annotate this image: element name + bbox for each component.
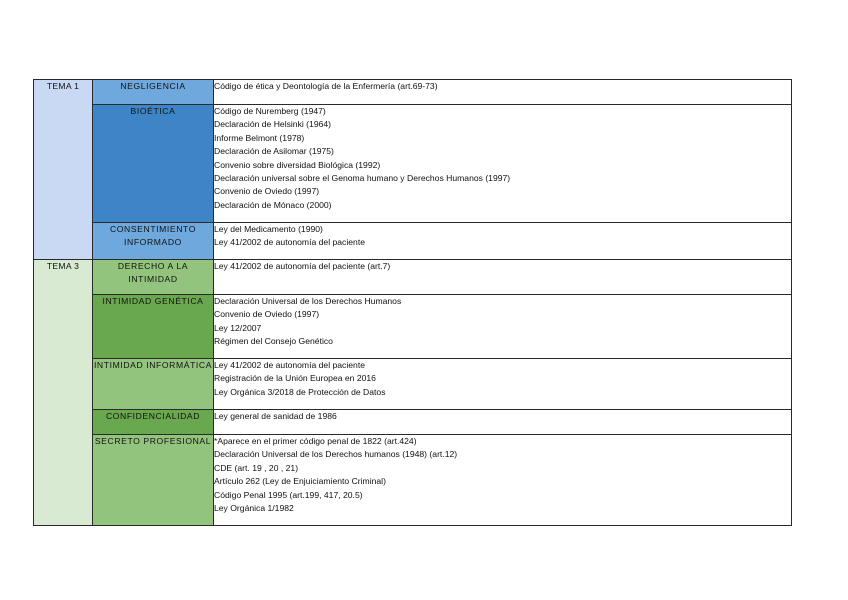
topic-secreto-profesional: SECRETO PROFESIONAL	[93, 435, 214, 526]
content-bioetica	[214, 105, 792, 223]
content-line: Informe Belmont (1978)	[214, 132, 305, 143]
content-line: Artículo 262 (Ley de Enjuiciamiento Criminal)	[214, 476, 386, 487]
content-line: Registración de la Unión Europea en 2016	[214, 373, 376, 384]
content-line: *Aparece en el primer código penal de 1822 (art.424)	[214, 436, 417, 446]
table-row	[34, 359, 792, 410]
content-line: Ley 41/2002 de autonomía del paciente (art.7)	[214, 261, 391, 271]
content-line: Ley general de sanidad de 1986	[214, 411, 337, 421]
table-row	[34, 435, 792, 526]
topic-negligencia: NEGLIGENCIA	[93, 80, 214, 105]
content-consentimiento-informado	[214, 223, 792, 260]
topic-bioetica: BIOÉTICA	[93, 105, 214, 223]
content-line: Código de Nuremberg (1947)	[214, 106, 326, 116]
content-line: Convenio de Oviedo (1997)	[214, 309, 320, 320]
content-line: Código Penal 1995 (art.199, 417, 20.5)	[214, 489, 363, 500]
table-row	[34, 410, 792, 435]
content-line: Declaración universal sobre el Genoma humano y Derechos Humanos (1997)	[214, 173, 511, 184]
topic-derecho-a-la-intimidad: DERECHO A LA INTIMIDAD	[93, 260, 214, 295]
summary-table	[33, 79, 792, 526]
table-row	[34, 80, 792, 105]
content-line: CDE (art. 19 , 20 , 21)	[214, 462, 299, 473]
topic-confidencialidad: CONFIDENCIALIDAD	[93, 410, 214, 435]
topic-consentimiento-informado: CONSENTIMIENTO INFORMADO	[93, 223, 214, 260]
content-line: Convenio sobre diversidad Biológica (1992)	[214, 159, 381, 170]
content-line: Ley del Medicamento (1990)	[214, 224, 323, 234]
tema-3-cell: TEMA 3	[34, 260, 93, 526]
content-line: Declaración Universal de los Derechos Humanos	[214, 296, 402, 306]
content-line: Ley 41/2002 de autonomía del paciente	[214, 237, 365, 248]
content-line: Declaración de Asilomar (1975)	[214, 146, 334, 157]
content-line: Ley Orgánica 3/2018 de Protección de Datos	[214, 386, 386, 397]
content-line: Ley 12/2007	[214, 322, 262, 333]
content-line: Ley Orgánica 1/1982	[214, 503, 294, 514]
content-line: Declaración de Mónaco (2000)	[214, 199, 332, 210]
table-row	[34, 260, 792, 295]
content-line: Convenio de Oviedo (1997)	[214, 186, 320, 197]
content-intimidad-informatica	[214, 359, 792, 410]
topic-intimidad-informatica: INTIMIDAD INFORMÁTICA	[93, 359, 214, 410]
content-line: Declaración de Helsinki (1964)	[214, 119, 332, 130]
table-row	[34, 295, 792, 359]
content-intimidad-genetica	[214, 295, 792, 359]
topic-intimidad-genetica: INTIMIDAD GENÉTICA	[93, 295, 214, 359]
tema-1-cell: TEMA 1	[34, 80, 93, 260]
content-line: Código de ética y Deontología de la Enfermería (art.69-73)	[214, 81, 438, 91]
content-line: Régimen del Consejo Genético	[214, 336, 333, 347]
content-derecho-a-la-intimidad	[214, 260, 792, 295]
content-confidencialidad	[214, 410, 792, 435]
content-line: Ley 41/2002 de autonomía del paciente	[214, 360, 365, 370]
table-row	[34, 105, 792, 223]
content-negligencia	[214, 80, 792, 105]
table-row	[34, 223, 792, 260]
content-secreto-profesional	[214, 435, 792, 526]
content-line: Declaración Universal de los Derechos humanos (1948) (art.12)	[214, 449, 458, 460]
